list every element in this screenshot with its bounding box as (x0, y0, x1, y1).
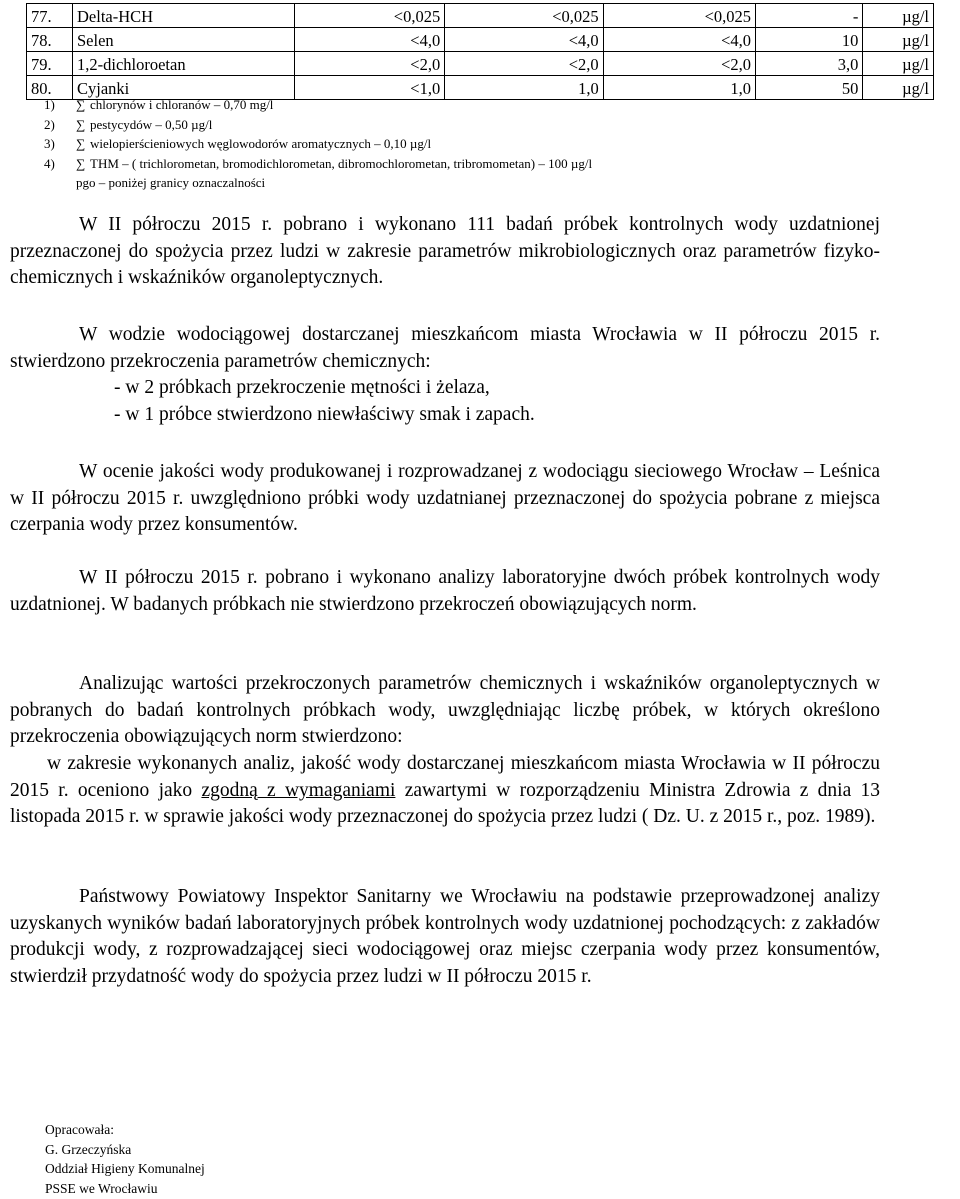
row-number: 78. (27, 28, 73, 52)
table-row (27, 52, 934, 76)
value-cell: <2,0 (294, 52, 444, 76)
footnote-item (44, 115, 924, 135)
parameter-name: 1,2-dichloroetan (73, 52, 295, 76)
footnote-number: 2) (44, 116, 55, 132)
sum-symbol: ∑ (76, 97, 86, 112)
row-number: 80. (27, 76, 73, 100)
unit-cell: µg/l (863, 76, 934, 100)
parameters-table (26, 3, 934, 100)
unit-cell: µg/l (863, 52, 934, 76)
parameter-name: Selen (73, 28, 295, 52)
pgo-note: pgo – poniżej granicy oznaczalności (76, 175, 266, 190)
footnote-text: wielopierścieniowych węglowodorów aromatycznych – 0,10 µg/l (90, 136, 432, 151)
value-cell: <4,0 (294, 28, 444, 52)
value-cell: <2,0 (445, 52, 603, 76)
value-cell: 1,0 (603, 76, 755, 100)
footnote-text: THM – ( trichlorometan, bromodichlorometan, dibromochlorometan, tribromometan) – 100 µg/l (90, 155, 593, 171)
exceedance-item: - w 2 próbkach przekroczenie mętności i żelaza, (114, 377, 490, 399)
footnote-number: 4) (44, 155, 55, 171)
table-row (27, 28, 934, 52)
row-number: 77. (27, 4, 73, 28)
value-cell: <4,0 (603, 28, 755, 52)
value-cell: <0,025 (603, 4, 755, 28)
footnote-number: 1) (44, 97, 55, 112)
value-cell: 1,0 (445, 76, 603, 100)
paragraph-samples: W II półroczu 2015 r. pobrano i wykonano 111 badań próbek kontrolnych wody uzdatnionej przeznaczonej do spożycia przez ludzi w zakresie parametrów mikrobiologicznych oraz parametrów fizyko-chemicznych i wskaźników organoleptycznych. (10, 214, 880, 289)
footnote-item (44, 154, 924, 174)
value-cell: <0,025 (294, 4, 444, 28)
footnote-text: pestycydów – 0,50 µg/l (90, 116, 213, 132)
limit-cell: 10 (756, 28, 863, 52)
footnote-item (44, 95, 924, 115)
value-cell: <4,0 (445, 28, 603, 52)
parameter-name: Delta-HCH (73, 4, 295, 28)
limit-cell: 50 (756, 76, 863, 100)
signature-block (45, 1120, 205, 1198)
signature-office: PSSE we Wrocławiu (45, 1180, 158, 1196)
sum-symbol: ∑ (76, 116, 86, 132)
conclusion-underlined: zgodną z wymaganiami (201, 779, 396, 801)
signature-label: Opracowała: (45, 1122, 114, 1137)
unit-cell: µg/l (863, 28, 934, 52)
exceedances-intro: W wodzie wodociągowej dostarczanej mieszkańcom miasta Wrocławia w II półroczu 2015 r. stwierdzono przekroczenia parametrów chemicznych: (10, 324, 880, 372)
paragraph-exceedances (10, 322, 880, 429)
table-row (27, 4, 934, 28)
unit-cell: µg/l (863, 4, 934, 28)
sum-symbol: ∑ (76, 136, 86, 151)
conclusion-text: w zakresie wykonanych analiz, jakość wody dostarczanej mieszkańcom miasta Wrocławia w II półroczu 2015 r. oceniono jako (10, 753, 880, 801)
value-cell: <2,0 (603, 52, 755, 76)
signature-department: Oddział Higieny Komunalnej (45, 1161, 205, 1177)
paragraph-analysis: Analizując wartości przekroczonych parametrów chemicznych i wskaźników organoleptycznych w pobranych do badań kontrolnych próbkach wody, uwzględniając liczbę próbek, w których określono przekroczenia obowiązujących norm stwierdzono: (10, 673, 880, 748)
paragraph-lesnica: W ocenie jakości wody produkowanej i rozprowadzanej z wodociągu sieciowego Wrocław – Leśnica w II półroczu 2015 r. uwzględniono próbki wody uzdatnianej przeznaczonej do spożycia pobrane z miejsca czerpania wody przez konsumentów. (10, 461, 880, 536)
limit-cell: - (756, 4, 863, 28)
footnote-number: 3) (44, 136, 55, 151)
value-cell: <0,025 (445, 4, 603, 28)
conclusion-text-end: zawartymi w rozporządzeniu Ministra Zdrowia z dnia 13 listopada 2015 r. w sprawie jakości wody przeznaczonej do spożycia przez ludzi ( Dz. U. z 2015 r., poz. 1989). (10, 779, 881, 828)
limit-cell: 3,0 (756, 52, 863, 76)
signature-name: G. Grzeczyńska (45, 1141, 132, 1157)
paragraph-control-samples: W II półroczu 2015 r. pobrano i wykonano analizy laboratoryjne dwóch próbek kontrolnych wody uzdatnionej. W badanych próbkach nie stwierdzono przekroczeń obowiązujących norm. (10, 567, 880, 615)
paragraph-inspector: Państwowy Powiatowy Inspektor Sanitarny we Wrocławiu na podstawie przeprowadzonej analizy uzyskanych wyników badań laboratoryjnych próbek kontrolnych wody uzdatnionej pochodzących: z zakładów produkcji wody, z rozprowadzającej sieci wodociągowej oraz miejsc czerpania wody przez konsumentów, stwierdził przydatność wody do spożycia przez ludzi w II półroczu 2015 r. (10, 886, 880, 988)
parameter-name: Cyjanki (73, 76, 295, 100)
paragraph-conclusion (10, 751, 880, 831)
value-cell: <1,0 (294, 76, 444, 100)
footnote-text: chlorynów i chloranów – 0,70 mg/l (90, 97, 274, 112)
sum-symbol: ∑ (76, 155, 86, 171)
footnotes-list (44, 95, 924, 193)
footnote-item (44, 134, 924, 154)
row-number: 79. (27, 52, 73, 76)
exceedance-item: - w 1 próbce stwierdzono niewłaściwy smak i zapach. (114, 404, 535, 426)
